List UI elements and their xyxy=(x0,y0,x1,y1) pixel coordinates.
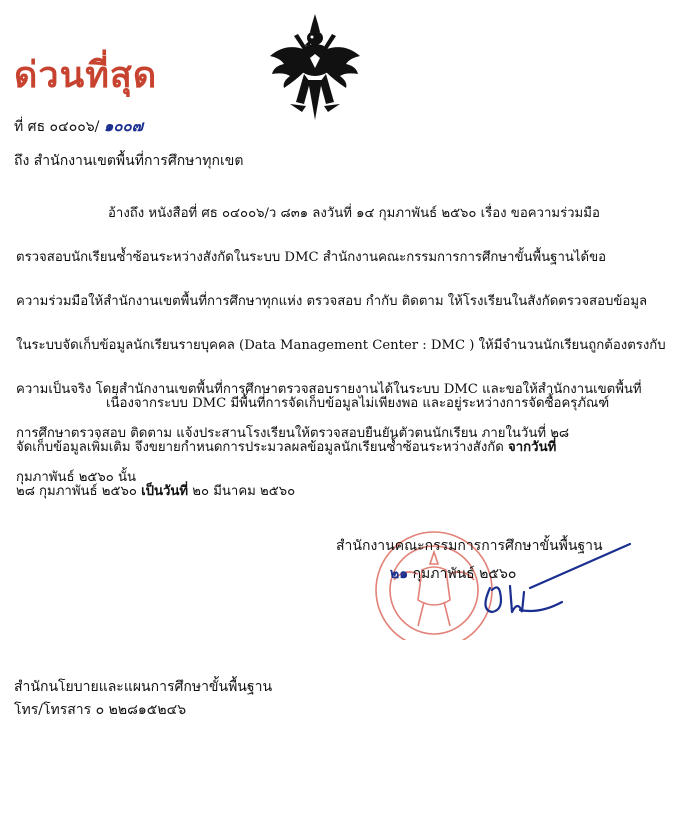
footer-department: สำนักนโยบายและแผนการศึกษาขั้นพื้นฐาน xyxy=(14,679,273,695)
paragraph-line: อ้างถึง หนังสือที่ ศธ ๐๔๐๐๖/ว ๘๓๑ ลงวันที่ ๑๔ กุมภาพันธ์ ๒๕๖๐ เรื่อง ขอความร่วมมือ xyxy=(108,206,600,221)
paragraph-line: ความร่วมมือให้สำนักงานเขตพื้นที่การศึกษาทุกแห่ง ตรวจสอบ กำกับ ติดตาม ให้โรงเรียนในสังกัดตรวจสอบข้อมูล xyxy=(16,294,648,309)
text-segment: ๒๘ กุมภาพันธ์ ๒๕๖๐ xyxy=(16,484,142,499)
document-number xyxy=(14,114,143,138)
recipient-line: ถึง สำนักงานเขตพื้นที่การศึกษาทุกเขต xyxy=(14,153,244,169)
bold-text-segment: เป็นวันที่ xyxy=(141,484,189,499)
paragraph-line: กุมภาพันธ์ ๒๕๖๐ นั้น xyxy=(16,470,137,485)
signature-date-handwritten: ๒๑ xyxy=(390,566,409,582)
signature-date-rest: กุมภาพันธ์ ๒๕๖๐ xyxy=(408,566,517,582)
garuda-emblem-icon xyxy=(266,12,364,124)
paragraph-line xyxy=(16,481,678,503)
bold-text-segment: จากวันที่ xyxy=(508,440,557,455)
text-segment: ๒๐ มีนาคม ๒๕๖๐ xyxy=(188,484,296,499)
paragraph-line: ความเป็นจริง โดยสำนักงานเขตพื้นที่การศึกษาตรวจสอบรายงานได้ในระบบ DMC และขอให้สำนักงานเขตพื้นที่ xyxy=(16,382,642,397)
paragraph-line: ในระบบจัดเก็บข้อมูลนักเรียนรายบุคคล (Data Management Center : DMC ) ให้มีจำนวนนักเรียนถูกต้องตรงกับ xyxy=(16,338,666,353)
text-segment: จัดเก็บข้อมูลเพิ่มเติม จึงขยายกำหนดการประมวลผลข้อมูลนักเรียนซ้ำซ้อนระหว่างสังกัด xyxy=(16,440,509,455)
issuing-office: สำนักงานคณะกรรมการการศึกษาขั้นพื้นฐาน xyxy=(336,538,603,554)
paragraph-extension xyxy=(16,371,678,525)
document-number-prefix: ที่ ศธ ๐๔๐๐๖/ xyxy=(14,119,100,135)
footer-phone: โทร/โทรสาร ๐ ๒๒๘๑๕๒๔๖ xyxy=(14,702,187,718)
urgency-heading: ด่วนที่สุด xyxy=(14,54,158,96)
paragraph-line: การศึกษาตรวจสอบ ติดตาม แจ้งประสานโรงเรียนให้ตรวจสอบยืนยันตัวตนนักเรียน ภายในวันที่ ๒๘ xyxy=(16,426,570,441)
handwritten-signature-icon xyxy=(470,540,640,620)
paragraph-line: เนื่องจากระบบ DMC มีพื้นที่การจัดเก็บข้อมูลไม่เพียงพอ และอยู่ระหว่างการจัดซื้อครุภัณฑ์ xyxy=(106,396,610,411)
document-number-handwritten: ๑๐๐๗ xyxy=(103,117,143,135)
paragraph-line xyxy=(16,437,678,459)
paragraph-line: ตรวจสอบนักเรียนซ้ำซ้อนระหว่างสังกัดในระบบ DMC สำนักงานคณะกรรมการการศึกษาขั้นพื้นฐานได้ขอ xyxy=(16,250,607,265)
